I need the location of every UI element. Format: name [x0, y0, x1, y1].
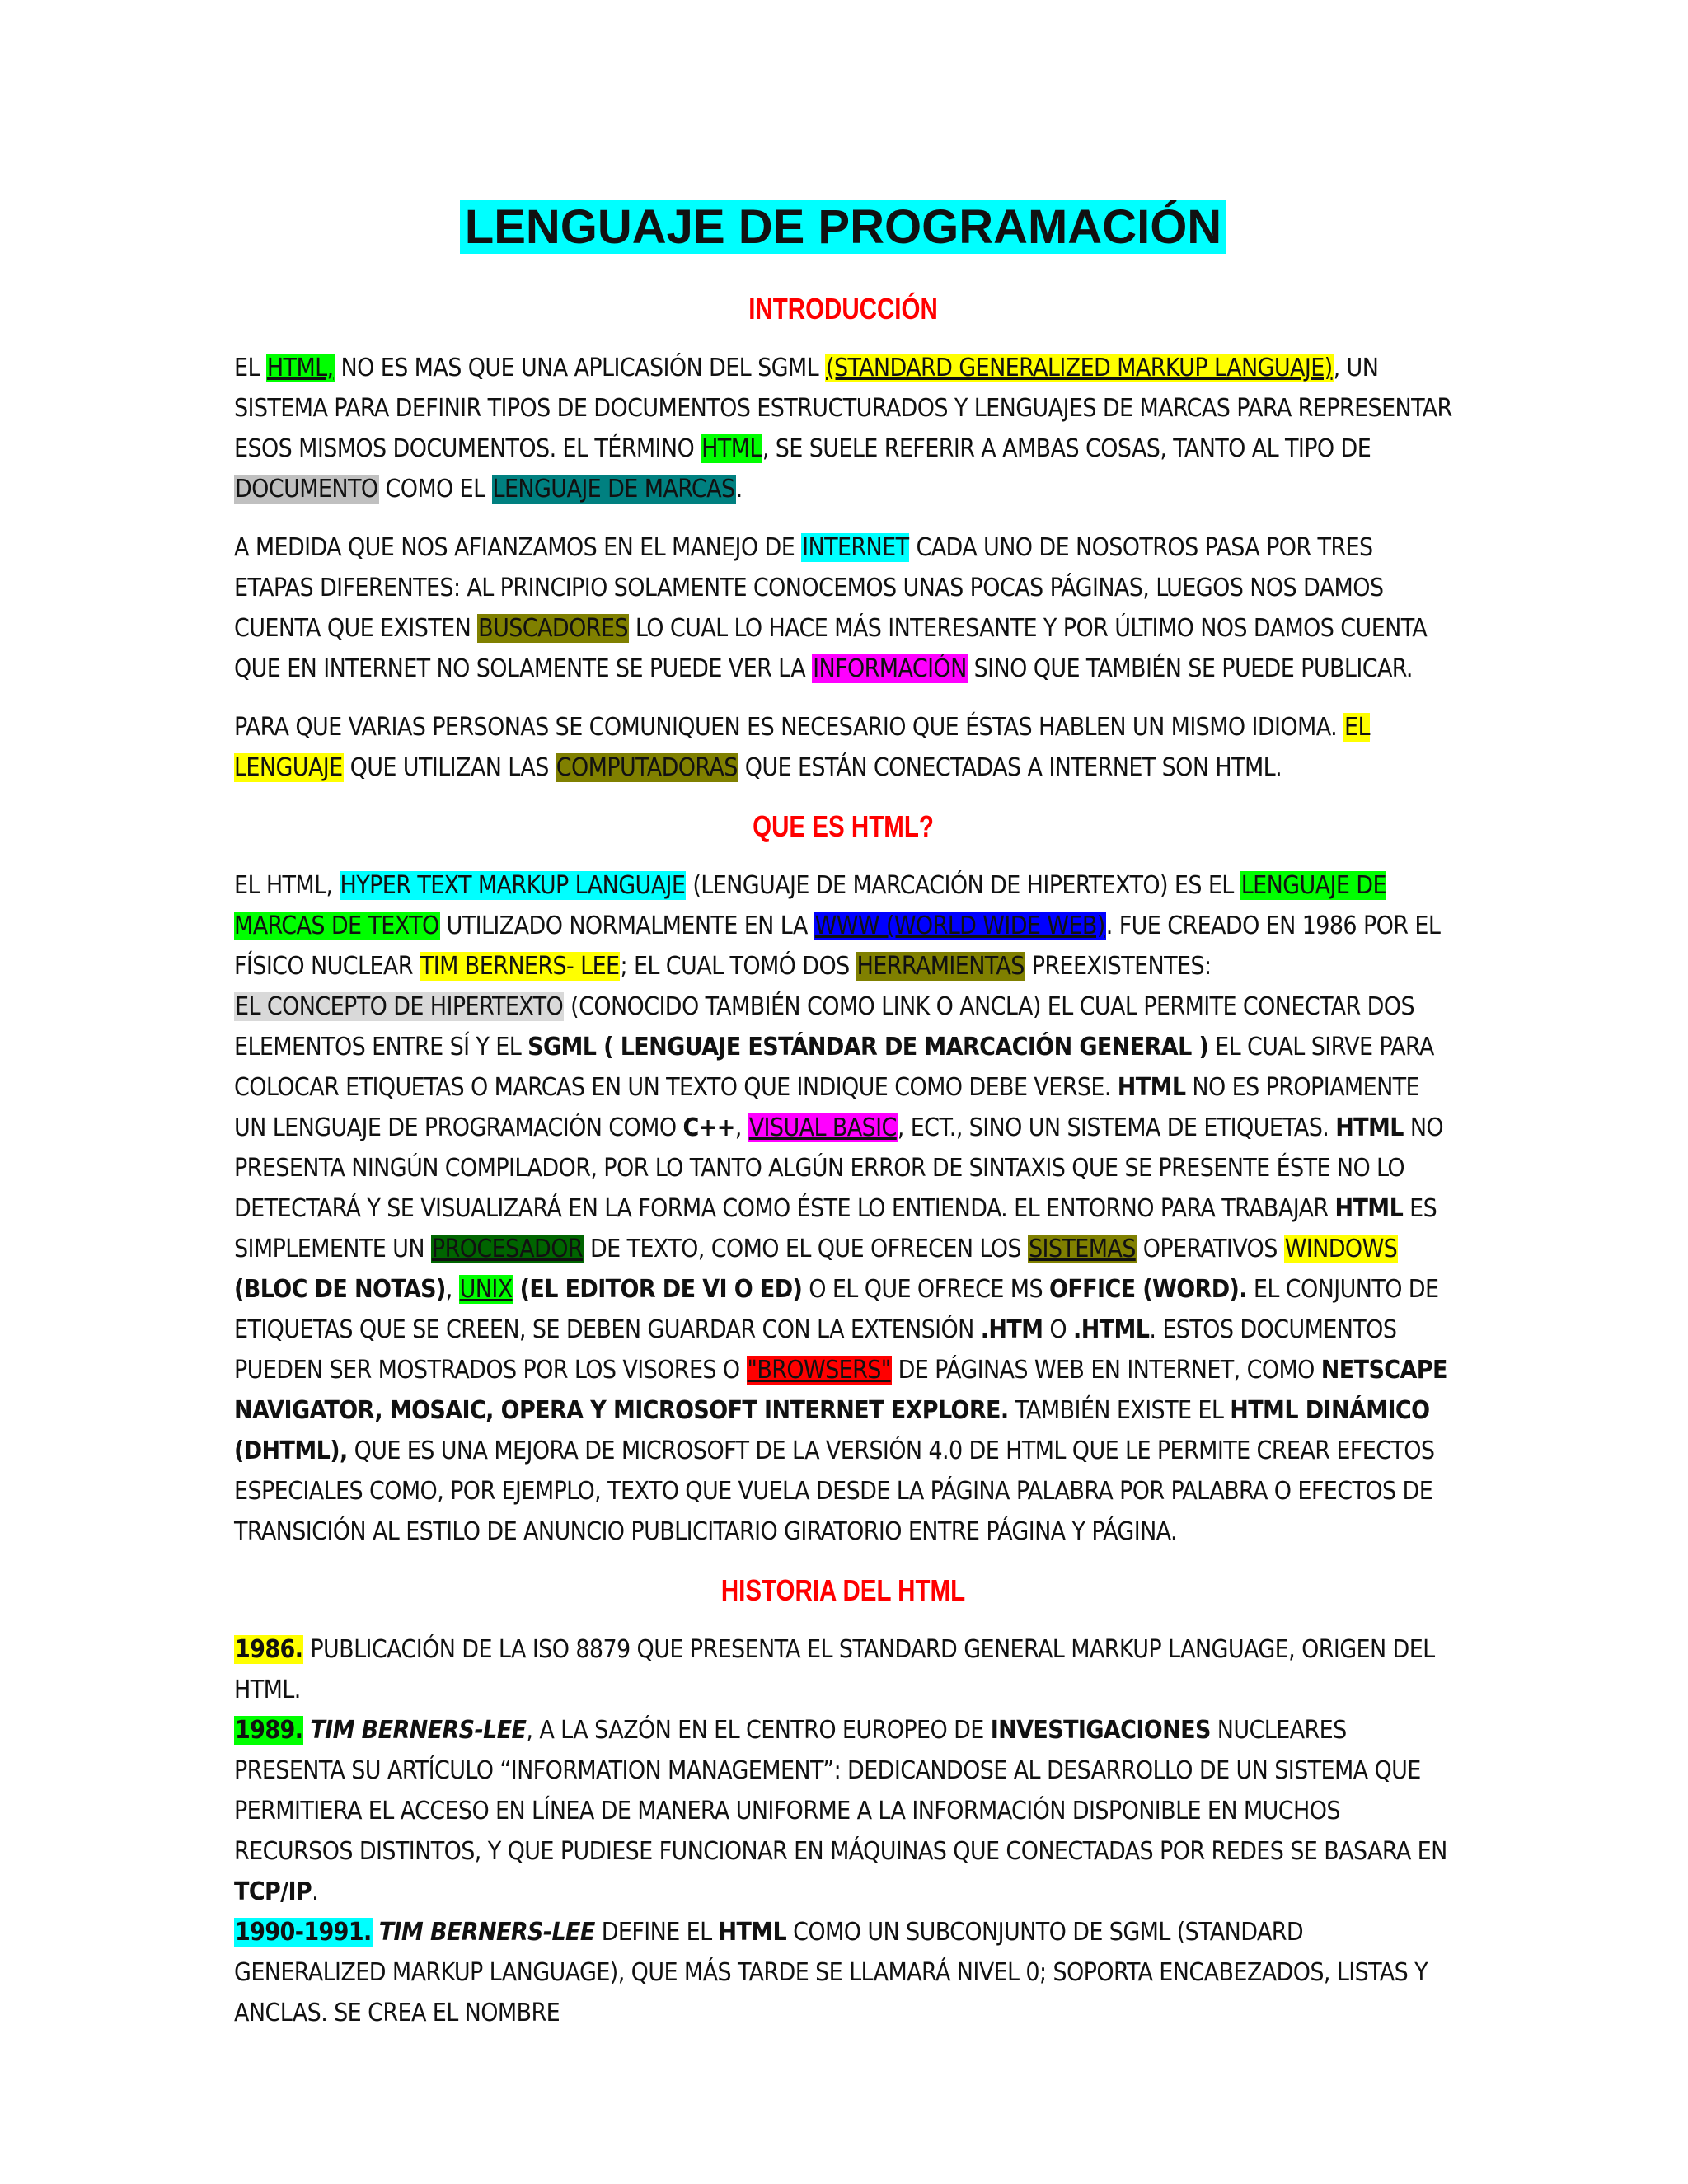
text-run: PARA QUE VARIAS PERSONAS SE COMUNIQUEN ES NECESARIO QUE ÉSTAS HABLEN UN MISMO IDIOMA.	[234, 713, 1344, 742]
highlight-sgml-name: (STANDARD GENERALIZED MARKUP LANGUAJE)	[826, 354, 1333, 382]
bold-html: HTML	[1334, 1194, 1404, 1223]
highlight-buscadores: BUSCADORES	[478, 614, 628, 643]
paragraph-intro-3	[234, 707, 1452, 788]
section-heading-introduccion: INTRODUCCIÓN	[748, 292, 938, 326]
text-run: ; EL CUAL TOMÓ DOS	[620, 952, 856, 981]
paragraph-intro-1	[234, 348, 1452, 509]
history-entry-1990-1991	[234, 1912, 1452, 2033]
highlight-year-1986: 1986.	[235, 1635, 303, 1664]
highlight-unix: UNIX	[459, 1275, 513, 1304]
text-run: (CONOCIDO TAMBIÉN COMO LINK O ANCLA) EL CUAL PERMITE CONECTAR DOS ELEMENTOS ENTRE SÍ Y EL	[234, 992, 1414, 1062]
text-run: EL CUAL SIRVE PARA COLOCAR ETIQUETAS O MARCAS EN UN TEXTO QUE INDIQUE COMO DEBE VERSE.	[234, 1033, 1434, 1102]
text-run: QUE UTILIZAN LAS	[343, 753, 556, 782]
bold-sgml: SGML ( LENGUAJE ESTÁNDAR DE MARCACIÓN GENERAL )	[528, 1033, 1209, 1062]
text-run: O EL QUE OFRECE MS	[802, 1275, 1049, 1304]
text-run: NUCLEARES PRESENTA SU ARTÍCULO “INFORMATION MANAGEMENT”: DEDICANDOSE AL DESARROLLO DE UN SISTEMA QUE PERMITIERA EL ACCESO EN LÍNEA DE MANERA UNIFORME A LA INFORMACIÓN DISPONIBLE EN MUCHOS RECURSOS DISTINTOS, Y QUE PUDIESE FUNCIONAR EN MÁQUINAS QUE CONECTADAS POR REDES SE BASARA EN	[234, 1716, 1447, 1866]
text-run: , SE SUELE REFERIR A AMBAS COSAS, TANTO AL TIPO DE	[762, 434, 1372, 463]
text-run: DE TEXTO, COMO EL QUE OFRECEN LOS	[584, 1235, 1028, 1263]
text-run: A MEDIDA QUE NOS AFIANZAMOS EN EL MANEJO DE	[234, 533, 802, 562]
text-run: .	[312, 1877, 319, 1906]
highlight-lenguaje-de-marcas: LENGUAJE DE MARCAS	[492, 475, 735, 504]
highlight-herramientas: HERRAMIENTAS	[856, 952, 1025, 981]
bold-office-word: OFFICE (WORD).	[1048, 1275, 1247, 1304]
bold-italic-name: TIM BERNERS-LEE	[378, 1918, 595, 1947]
text-run: QUE ESTÁN CONECTADAS A INTERNET SON HTML.	[738, 753, 1282, 782]
highlight-hyper-text: HYPER TEXT MARKUP LANGUAJE	[340, 871, 686, 900]
highlight-year-1989: 1989.	[235, 1716, 303, 1745]
bold-html-ext: .HTML	[1073, 1315, 1150, 1344]
text-run: UTILIZADO NORMALMENTE EN LA	[439, 912, 814, 940]
bold-html: HTML	[1117, 1073, 1186, 1102]
highlight-el-lenguaje: EL LENGUAJE	[234, 713, 1370, 782]
page-title-text: LENGUAJE DE PROGRAMACIÓN	[460, 200, 1226, 254]
history-entry-1989	[234, 1710, 1452, 1912]
paragraph-que-es-2	[234, 987, 1452, 1552]
text-run: CADA UNO DE NOSOTROS PASA POR TRES ETAPAS DIFERENTES: AL PRINCIPIO SOLAMENTE CONOCEMOS UNAS POCAS PÁGINAS, LUEGOS NOS DAMOS CUENTA QUE EXISTEN	[234, 533, 1384, 643]
paragraph-intro-2	[234, 527, 1452, 689]
text-run: DEFINE EL	[594, 1918, 719, 1947]
bold-italic-name: TIM BERNERS-LEE	[310, 1716, 527, 1745]
bold-editor-vi: (EL EDITOR DE VI O ED)	[519, 1275, 803, 1304]
text-run: (LENGUAJE DE MARCACIÓN DE HIPERTEXTO) ES EL	[686, 871, 1240, 900]
highlight-informacion: INFORMACIÓN	[813, 654, 967, 683]
text-run: NO PRESENTA NINGÚN COMPILADOR, POR LO TANTO ALGÚN ERROR DE SINTAXIS QUE SE PRESENTE ÉSTE NO LO DETECTARÁ Y SE VISUALIZARÁ EN LA FORMA COMO ÉSTE LO ENTIENDA. EL ENTORNO PARA TRABAJAR	[234, 1113, 1444, 1223]
highlight-computadoras: COMPUTADORAS	[556, 753, 738, 782]
text-run: DE PÁGINAS WEB EN INTERNET, COMO	[891, 1356, 1321, 1385]
bold-investigaciones: INVESTIGACIONES	[990, 1716, 1211, 1745]
highlight-procesador: PROCESADOR	[431, 1235, 583, 1263]
text-run: COMO UN SUBCONJUNTO DE SGML (STANDARD GENERALIZED MARKUP LANGUAGE), QUE MÁS TARDE SE LLAMARÁ NIVEL 0; SOPORTA ENCABEZADOS, LISTAS Y ANCLAS. SE CREA EL NOMBRE	[234, 1918, 1428, 2027]
bold-html: HTML	[1335, 1113, 1404, 1142]
highlight-browsers: "BROWSERS"	[747, 1356, 891, 1385]
text-run: ,	[734, 1113, 748, 1142]
highlight-visual-basic: VISUAL BASIC	[748, 1113, 897, 1142]
text-run: , ECT., SINO UN SISTEMA DE ETIQUETAS.	[897, 1113, 1336, 1142]
highlight-lenguaje-marcas-texto: LENGUAJE DE MARCAS DE TEXTO	[234, 871, 1386, 940]
text-run: O	[1043, 1315, 1074, 1344]
text-run: ES SIMPLEMENTE UN	[234, 1194, 1437, 1263]
text-run: PREEXISTENTES:	[1025, 952, 1212, 981]
text-run: .	[735, 475, 743, 504]
text-run: PUBLICACIÓN DE LA ISO 8879 QUE PRESENTA EL STANDARD GENERAL MARKUP LANGUAGE, ORIGEN DEL HTML.	[234, 1635, 1435, 1704]
highlight-www: WWW (WORLD WIDE WEB)	[814, 912, 1105, 940]
bold-tcp-ip: TCP/IP	[234, 1877, 312, 1906]
text-run	[513, 1275, 520, 1304]
history-entry-1986	[234, 1629, 1452, 1710]
text-run: SINO QUE TAMBIÉN SE PUEDE PUBLICAR.	[967, 654, 1413, 683]
highlight-internet: INTERNET	[802, 533, 909, 562]
text-run: EL CONJUNTO DE ETIQUETAS QUE SE CREEN, SE DEBEN GUARDAR CON LA EXTENSIÓN	[234, 1275, 1439, 1344]
highlight-windows: WINDOWS	[1284, 1235, 1398, 1263]
highlight-html: HTML	[701, 434, 762, 463]
text-run: EL	[234, 354, 266, 382]
text-run: , UN SISTEMA PARA DEFINIR TIPOS DE DOCUMENTOS ESTRUCTURADOS Y LENGUAJES DE MARCAS PARA REPRESENTAR ESOS MISMOS DOCUMENTOS. EL TÉRMINO	[234, 354, 1452, 463]
text-run: . FUE CREADO EN 1986 POR EL FÍSICO NUCLEAR	[234, 912, 1441, 981]
text-run: NO ES PROPIAMENTE UN LENGUAJE DE PROGRAMACIÓN COMO	[234, 1073, 1419, 1142]
text-run	[373, 1918, 379, 1947]
highlight-html: HTML,	[266, 354, 334, 382]
highlight-concepto-hipertexto: EL CONCEPTO DE HIPERTEXTO	[235, 992, 564, 1021]
page-title	[234, 198, 1452, 257]
bold-bloc-de-notas: (BLOC DE NOTAS)	[234, 1275, 446, 1304]
section-heading-que-es-html: QUE ES HTML?	[753, 809, 934, 843]
text-run: TAMBIÉN EXISTE EL	[1008, 1396, 1231, 1425]
paragraph-que-es-1	[234, 865, 1452, 987]
highlight-year-1990-1991: 1990-1991.	[235, 1918, 372, 1947]
text-run: NO ES MAS QUE UNA APLICASIÓN DEL SGML	[334, 354, 826, 382]
bold-browsers-list: NETSCAPE NAVIGATOR, MOSAIC, OPERA Y MICROSOFT INTERNET EXPLORE.	[234, 1356, 1447, 1425]
section-heading-historia: HISTORIA DEL HTML	[720, 1573, 966, 1607]
highlight-sistemas: SISTEMAS	[1028, 1235, 1136, 1263]
bold-htm: .HTM	[980, 1315, 1043, 1344]
text-run: EL HTML,	[234, 871, 340, 900]
text-run: COMO EL	[378, 475, 492, 504]
bold-dhtml: HTML DINÁMICO (DHTML),	[234, 1396, 1430, 1465]
bold-html: HTML	[718, 1918, 787, 1947]
text-run: QUE ES UNA MEJORA DE MICROSOFT DE LA VERSIÓN 4.0 DE HTML QUE LE PERMITE CREAR EFECTOS ESPECIALES COMO, POR EJEMPLO, TEXTO QUE VUELA DESDE LA PÁGINA PALABRA POR PALABRA O EFECTOS DE TRANSICIÓN AL ESTILO DE ANUNCIO PUBLICITARIO GIRATORIO ENTRE PÁGINA Y PÁGINA.	[234, 1436, 1435, 1546]
text-run: OPERATIVOS	[1136, 1235, 1284, 1263]
text-run: . ESTOS DOCUMENTOS PUEDEN SER MOSTRADOS POR LOS VISORES O	[234, 1315, 1397, 1385]
text-run: ,	[445, 1275, 459, 1304]
highlight-tim-berners-lee: TIM BERNERS- LEE	[420, 952, 620, 981]
document-body	[234, 198, 1452, 2033]
text-run: , A LA SAZÓN EN EL CENTRO EUROPEO DE	[526, 1716, 991, 1745]
text-run: LO CUAL LO HACE MÁS INTERESANTE Y POR ÚLTIMO NOS DAMOS CUENTA QUE EN INTERNET NO SOLAMENTE SE PUEDE VER LA	[234, 614, 1428, 683]
highlight-documento: DOCUMENTO	[235, 475, 378, 504]
bold-cpp: C++	[682, 1113, 735, 1142]
